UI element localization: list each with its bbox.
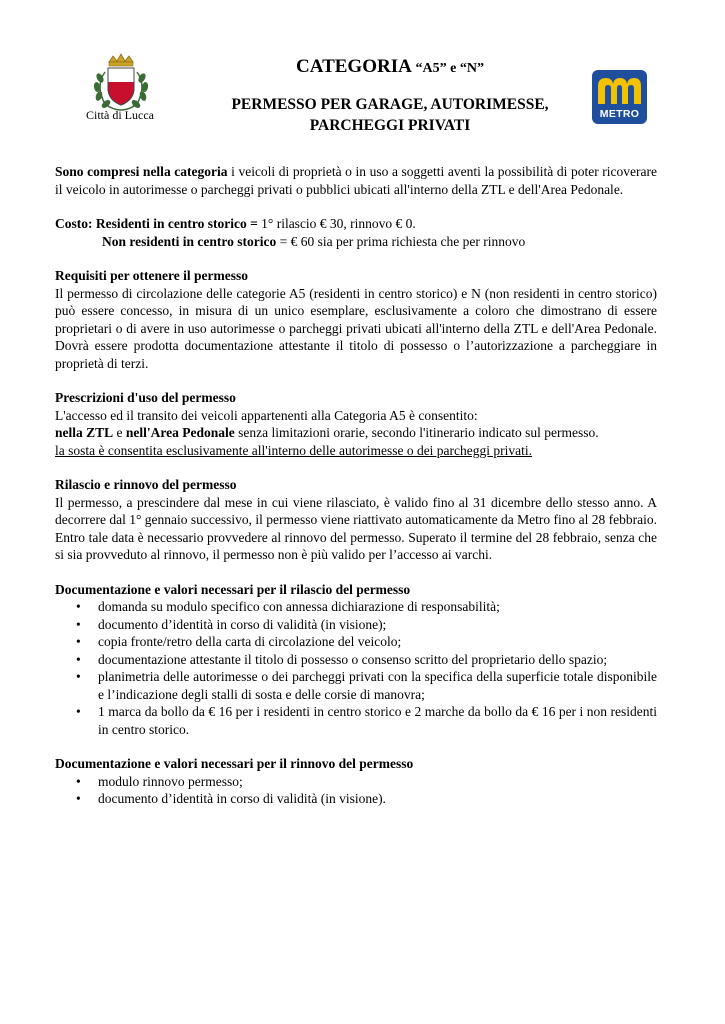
rilascio-paragraph: Il permesso, a prescindere dal mese in cui viene rilasciato, è valido fino al 31 dicembre dello stesso anno. A decorrere dal 1° gennaio successivo, il permesso viene riattivato automaticamente da Metro fino al 28 febbraio. Entro tale data è necessario provvedere al rinnovo del permesso. Superato il termine del 28 febbraio, senza che si sia provveduto al rinnovo, il permesso non è più valido per l’accesso ai varchi. bbox=[55, 494, 657, 562]
metro-logo-text: METRO bbox=[599, 108, 640, 120]
requisiti-paragraph: Il permesso di circolazione delle categorie A5 (residenti in centro storico) e N (non residenti in centro storico) può essere concesso, in misura di un unico esemplare, esclusivamente a coloro che dimostrano di essere proprietari o di avere in uso autorimesse o parcheggi privati ubicati all'interno della ZTL e dell'Area Pedonale. Dovrà essere prodotta documentazione attestante il titolo di possesso o l’autorizzazione a parcheggiare in proprietà di terzi. bbox=[55, 285, 657, 371]
list-item: • documentazione attestante il titolo di possesso o consenso scritto del proprietario dello spazio; bbox=[76, 651, 608, 667]
prescrizioni-heading: Prescrizioni d'uso del permesso bbox=[55, 390, 236, 405]
rilascio-heading: Rilascio e rinnovo del permesso bbox=[55, 477, 237, 492]
prescrizioni-line-2: nella ZTL e nell'Area Pedonale senza limitazioni orarie, secondo l'itinerario indicato sul permesso. bbox=[55, 425, 599, 440]
page-subtitle: PERMESSO PER GARAGE, AUTORIMESSE, PARCHEGGI PRIVATI bbox=[231, 96, 549, 134]
intro-paragraph: Sono compresi nella categoria i veicoli di proprietà o in uso a soggetti aventi la possibilità di poter ricoverare il veicolo in autorimesse o parcheggi privati o pubblici ubicati all'interno della ZTL e dell'Area Pedonale. bbox=[55, 164, 658, 197]
document-body bbox=[55, 163, 657, 808]
list-item: • copia fronte/retro della carta di circolazione del veicolo; bbox=[76, 634, 402, 649]
doc-rilascio-heading: Documentazione e valori necessari per il rilascio del permesso bbox=[55, 581, 411, 597]
list-item: • documento d’identità in corso di validità (in visione); bbox=[76, 616, 387, 632]
list-item: • 1 marca da bollo da € 16 per i residenti in centro storico e 2 marche da bollo da € 16 per i non residenti in centro storico. bbox=[76, 704, 657, 737]
page-title: CATEGORIA “A5” e “N” bbox=[296, 56, 484, 77]
costo-line-1: Costo: Residenti in centro storico = 1° rilascio € 30, rinnovo € 0. bbox=[55, 216, 416, 231]
prescrizioni-line-1: L'accesso ed il transito dei veicoli appartenenti alla Categoria A5 è consentito: bbox=[55, 407, 478, 423]
doc-rinnovo-list bbox=[55, 773, 657, 808]
doc-rinnovo-heading: Documentazione e valori necessari per il rinnovo del permesso bbox=[55, 756, 414, 771]
lucca-logo-text: Città di Lucca bbox=[86, 108, 154, 122]
prescrizioni-line-3: la sosta è consentita esclusivamente all'interno delle autorimesse o dei parcheggi privati. bbox=[55, 442, 533, 458]
list-item: • modulo rinnovo permesso; bbox=[76, 773, 243, 789]
requisiti-heading: Requisiti per ottenere il permesso bbox=[55, 268, 248, 283]
list-item: • documento d’identità in corso di validità (in visione). bbox=[76, 791, 386, 806]
doc-rilascio-list bbox=[55, 598, 657, 738]
list-item: • domanda su modulo specifico con annessa dichiarazione di responsabilità; bbox=[76, 599, 500, 614]
list-item: • planimetria delle autorimesse o dei parcheggi privati con la specifica della superficie totale disponibile e l’indicazione degli stalli di sosta e delle corsie di manovra; bbox=[76, 669, 657, 702]
title-categories: “A5” e “N” bbox=[415, 61, 484, 76]
costo-line-2: Non residenti in centro storico = € 60 sia per prima richiesta che per rinnovo bbox=[102, 233, 526, 249]
